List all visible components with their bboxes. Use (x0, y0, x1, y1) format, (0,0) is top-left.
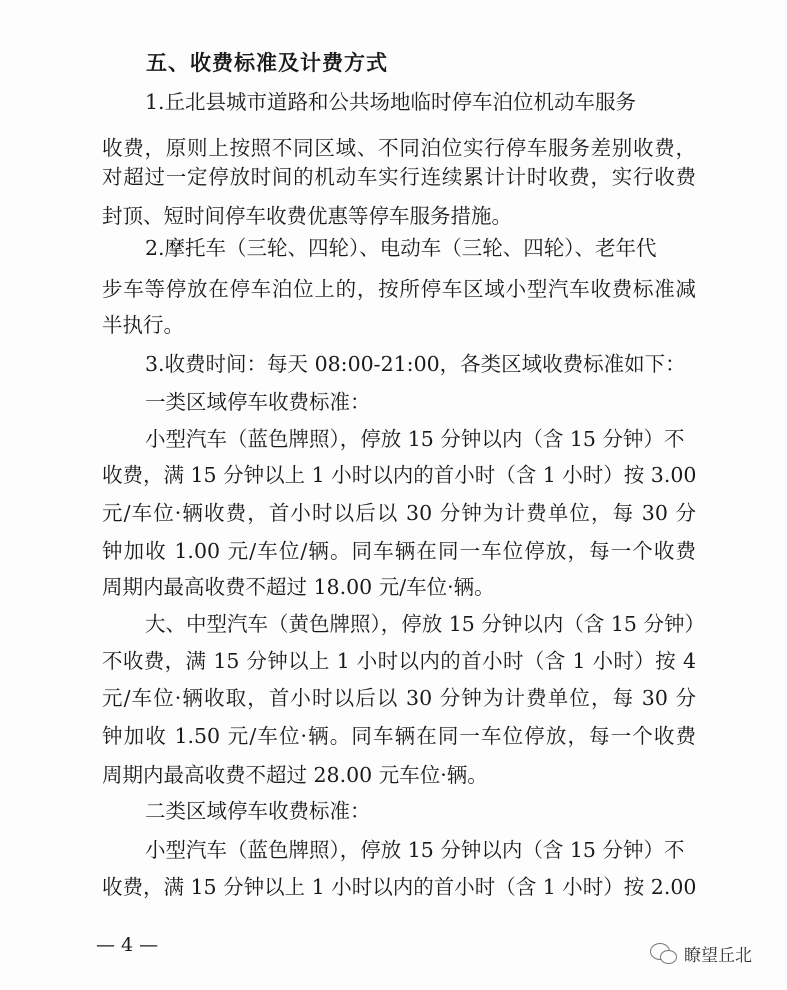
brand-watermark (650, 941, 752, 966)
body-line: 钟加收 1.50 元/车位·辆。同车辆在同一车位停放，每一个收费 (102, 724, 696, 748)
body-line: 半执行。 (102, 313, 184, 337)
body-line: 周期内最高收费不超过 18.00 元/车位·辆。 (102, 575, 495, 599)
body-line: 1.丘北县城市道路和公共场地临时停车泊位机动车服务 (145, 90, 637, 114)
body-line: 大、中型汽车（黄色牌照），停放 15 分钟以内（含 15 分钟） (145, 612, 705, 636)
brand-label: 瞭望丘北 (684, 946, 752, 966)
body-line: 步车等停放在停车泊位上的，按所停车区域小型汽车收费标准减 (102, 277, 696, 301)
body-line: 周期内最高收费不超过 28.00 元车位·辆。 (102, 763, 488, 787)
body-line: 元/车位·辆收取，首小时以后以 30 分钟为计费单位，每 30 分 (102, 686, 696, 710)
page-number: — 4 — (96, 934, 159, 956)
body-line: 收费，满 15 分钟以上 1 小时以内的首小时（含 1 小时）按 3.00 (102, 463, 697, 487)
subheading-line: 一类区域停车收费标准： (145, 390, 371, 414)
body-line: 收费，满 15 分钟以上 1 小时以内的首小时（含 1 小时）按 2.00 (102, 875, 697, 899)
subheading-line: 二类区域停车收费标准： (145, 799, 371, 823)
section-heading: 五、收费标准及计费方式 (146, 51, 388, 75)
body-line: 钟加收 1.00 元/车位/辆。同车辆在同一车位停放，每一个收费 (102, 539, 696, 563)
body-line: 不收费，满 15 分钟以上 1 小时以内的首小时（含 1 小时）按 4 (102, 649, 696, 673)
body-line: 3.收费时间：每天 08:00-21:00，各类区域收费标准如下： (145, 352, 686, 376)
body-line: 小型汽车（蓝色牌照），停放 15 分钟以内（含 15 分钟）不 (145, 427, 685, 451)
body-line: 封顶、短时间停车收费优惠等停车服务措施。 (102, 204, 512, 228)
body-line: 小型汽车（蓝色牌照），停放 15 分钟以内（含 15 分钟）不 (145, 838, 685, 862)
body-line: 元/车位·辆收费，首小时以后以 30 分钟为计费单位，每 30 分 (102, 501, 696, 525)
wechat-icon (650, 943, 678, 965)
body-line: 2.摩托车（三轮、四轮）、电动车（三轮、四轮）、老年代 (145, 236, 657, 260)
body-line: 收费，原则上按照不同区域、不同泊位实行停车服务差别收费， (102, 136, 696, 160)
body-line: 对超过一定停放时间的机动车实行连续累计计时收费，实行收费 (102, 165, 696, 189)
